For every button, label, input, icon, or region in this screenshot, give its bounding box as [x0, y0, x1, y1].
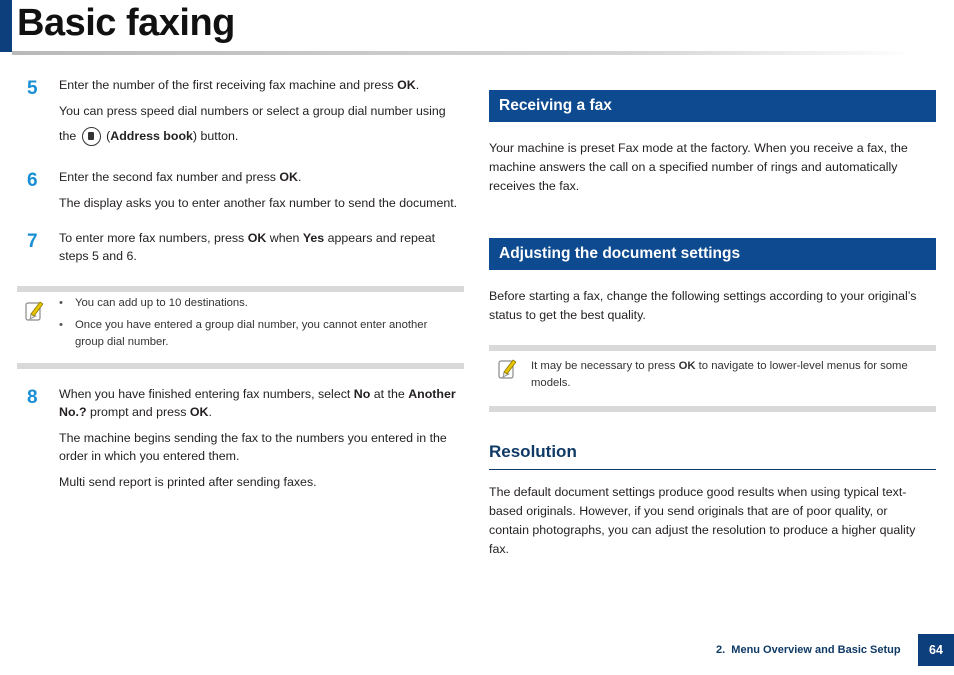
step8-line2: No.? prompt and press OK. [59, 405, 212, 419]
step5-line2: You can press speed dial numbers or select a group dial number using [59, 104, 446, 118]
step8-para2-line2: order in which you entered them. [59, 449, 240, 463]
note-item-2: • Once you have entered a group dial number, you cannot enter another group dial number. [59, 319, 428, 348]
note-list [59, 295, 459, 351]
step-number-5: 5 [27, 78, 38, 99]
subheading-rule [489, 469, 936, 470]
receiving-line2: machine answers the call on a specified number of rings and automatically [489, 160, 898, 174]
receiving-line1: Your machine is preset Fax mode at the factory. When you receive a fax, the [489, 141, 908, 155]
step6-line1: Enter the second fax number and press OK. [59, 170, 302, 184]
step8-line1: When you have finished entering fax numbers, select No at the Another [59, 387, 456, 401]
note-pencil-icon [498, 358, 516, 383]
section-heading-receiving: Receiving a fax [489, 90, 936, 122]
resolution-line2: based originals. However, if you send originals that are of poor quality, or [489, 504, 888, 518]
note-box-destinations [17, 286, 464, 369]
step5-line3: the (Address book) button. [59, 127, 238, 146]
step7-line1: To enter more fax numbers, press OK when Yes appears and repeat [59, 231, 436, 245]
adjusting-line2: status to get the best quality. [489, 308, 646, 322]
title-divider [12, 51, 914, 55]
step6-line2: The display asks you to enter another fax number to send the document. [59, 196, 458, 210]
resolution-line3: contain photographs, you can adjust the resolution to produce a higher quality [489, 523, 916, 537]
subheading-resolution: Resolution [489, 442, 577, 461]
step5-line1: Enter the number of the first receiving fax machine and press OK. [59, 78, 420, 92]
note-box-ok-navigation [489, 345, 936, 412]
step-number-7: 7 [27, 231, 38, 252]
header-accent-bar [0, 0, 12, 52]
step8-para3: Multi send report is printed after sending faxes. [59, 475, 317, 489]
note-item-1: • You can add up to 10 destinations. [59, 297, 248, 309]
step-number-8: 8 [27, 387, 38, 408]
footer-chapter-label: 2. Menu Overview and Basic Setup [716, 644, 901, 656]
adjusting-line1: Before starting a fax, change the following settings according to your original’s [489, 289, 917, 303]
section-heading-adjusting: Adjusting the document settings [489, 238, 936, 270]
step8-para2-line1: The machine begins sending the fax to the numbers you entered in the [59, 431, 447, 445]
page-title: Basic faxing [17, 2, 235, 44]
resolution-line4: fax. [489, 542, 509, 556]
step-number-6: 6 [27, 170, 38, 191]
address-book-icon [82, 127, 101, 146]
note-pencil-icon [25, 300, 43, 325]
receiving-line3: receives the fax. [489, 179, 580, 193]
step7-line2: steps 5 and 6. [59, 249, 137, 263]
resolution-line1: The default document settings produce good results when using typical text- [489, 485, 907, 499]
note-text: It may be necessary to press OK to navigate to lower-level menus for some models. [531, 360, 908, 389]
page-number-badge: 64 [918, 634, 954, 666]
